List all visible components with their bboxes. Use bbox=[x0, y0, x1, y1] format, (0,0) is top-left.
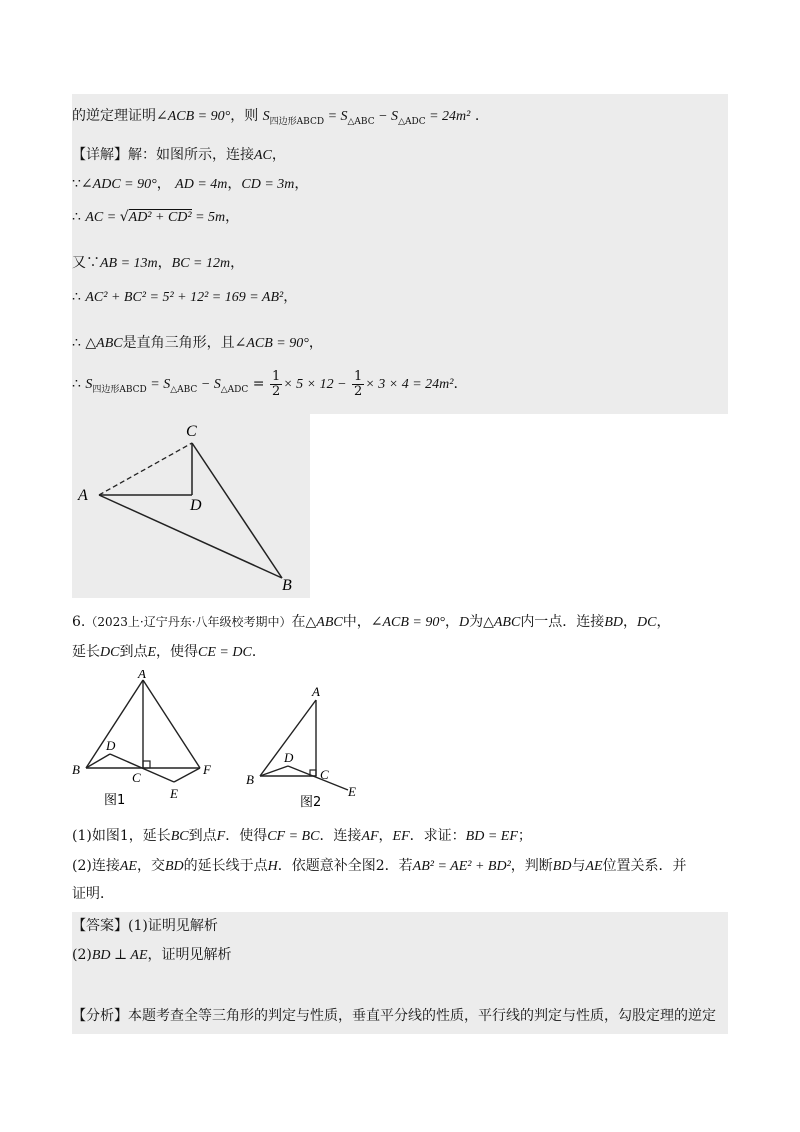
problem-number: 6. bbox=[72, 614, 86, 630]
answer-line-2: (2)BD ⊥ AE，证明见解析 bbox=[72, 947, 232, 963]
question-2: (2)连接AE，交BD的延长线于点H．依题意补全图2．若AB² = AE² + BD²，判断BD与AE位置关系．并 bbox=[72, 858, 687, 874]
fig1-af bbox=[143, 680, 200, 768]
because-line-1: ∵∠ADC = 90°， AD = 4m，CD = 3m， bbox=[72, 176, 309, 192]
figure-1 bbox=[70, 670, 230, 820]
fig2-de bbox=[288, 766, 348, 790]
fig1-ab bbox=[86, 680, 143, 768]
fig2-label-a: A bbox=[312, 684, 320, 699]
fig1-bd bbox=[86, 754, 110, 768]
fig1-label-b: B bbox=[72, 762, 80, 777]
analysis-line: 【分析】本题考查全等三角形的判定与性质，垂直平分线的性质，平行线的判定与性质，勾股定理的逆定 bbox=[72, 1008, 716, 1024]
question-2-cont: 证明． bbox=[72, 886, 114, 902]
fig1-label-d: D bbox=[106, 738, 116, 753]
answer-label: 【答案】 bbox=[72, 918, 128, 934]
therefore-line-1: ∴ AC = √AD² + CD² = 5m， bbox=[72, 209, 240, 225]
figure-2 bbox=[240, 680, 370, 820]
fig1-label-f: F bbox=[203, 762, 211, 777]
fraction-half-1: $\frac{1}{2}$ bbox=[271, 368, 281, 399]
fig2-caption: 图2 bbox=[300, 795, 322, 810]
label-a: A bbox=[78, 487, 88, 504]
label-d: D bbox=[190, 497, 202, 514]
label-b: B bbox=[282, 577, 292, 594]
answer-line-1: 【答案】(1)证明见解析 bbox=[72, 918, 218, 934]
fig1-right-angle bbox=[143, 761, 150, 768]
question-1: (1)如图1，延长BC到点F．使得CF = BC．连接AF，EF．求证：BD = EF； bbox=[72, 828, 532, 844]
therefore-line-3: ∴ △ABC是直角三角形，且∠ACB = 90°， bbox=[72, 335, 323, 351]
detail-label: 【详解】 bbox=[72, 147, 128, 163]
fig2-label-e: E bbox=[348, 784, 356, 799]
fig2-label-b: B bbox=[246, 772, 254, 787]
fraction-half-2: $\frac{1}{2}$ bbox=[354, 368, 363, 399]
detail-line: 【详解】解：如图所示，连接AC， bbox=[72, 147, 286, 163]
therefore-line-2: ∴ AC² + BC² = 5² + 12² = 169 = AB²， bbox=[72, 289, 298, 305]
solution-line-1: 的逆定理证明∠ACB = 90°，则 $S_{四边形ABCD} = S_{\triangle ABC} - S_{\triangle ADC} = 24m^2$ . bbox=[72, 108, 480, 127]
also-because-line: 又∵AB = 13m，BC = 12m， bbox=[72, 255, 245, 271]
fig1-ef bbox=[174, 768, 200, 782]
fig1-label-c: C bbox=[132, 770, 141, 785]
analysis-label: 【分析】 bbox=[72, 1008, 128, 1024]
figure-quadrilateral bbox=[72, 414, 310, 598]
problem-line-1: 6.（2023上·辽宁丹东·八年级校考期中）在△ABC中，∠ACB = 90°，D为△ABC内一点．连接BD，DC， bbox=[72, 614, 671, 630]
fig2-label-c: C bbox=[320, 767, 329, 782]
therefore-line-4: ∴ $S_{四边形ABCD} = S_{\triangle ABC} - S_{\triangle ADC}$ = $\frac{1}{2}$ × 5 × 12 − $\frac{1}{2}$ × 3 × 4 = 24m². bbox=[72, 368, 458, 399]
fig2-label-d: D bbox=[284, 750, 294, 765]
fig1-label-e: E bbox=[170, 786, 178, 801]
fig1-caption: 图1 bbox=[104, 793, 126, 808]
label-c: C bbox=[186, 423, 197, 440]
segment-ac bbox=[99, 443, 192, 495]
fig1-label-a: A bbox=[138, 670, 146, 681]
problem-line-2: 延长DC到点E，使得CE = DC． bbox=[72, 644, 266, 660]
